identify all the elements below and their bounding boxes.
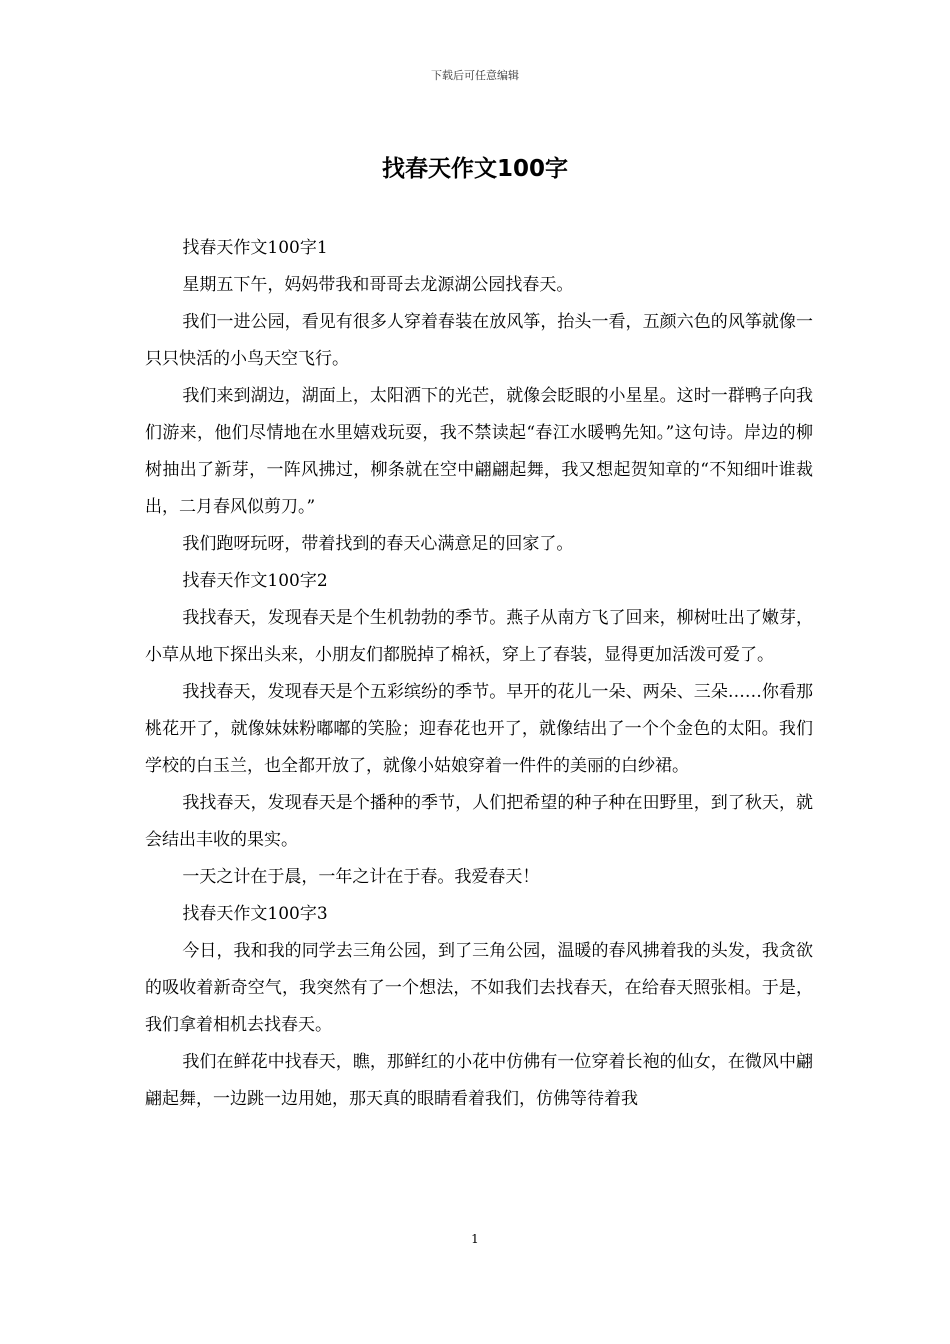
paragraph: 我找春天，发现春天是个播种的季节，人们把希望的种子种在田野里，到了秋天，就会结出丰收的果实。 xyxy=(145,793,813,850)
paragraph: 我们在鲜花中找春天，瞧，那鲜红的小花中仿佛有一位穿着长袍的仙女，在微风中翩翩起舞，一边跳一边用她，那天真的眼睛看着我们，仿佛等待着我 xyxy=(145,1052,813,1109)
header-note: 下载后可任意编辑 xyxy=(431,69,519,82)
paragraph: 我们来到湖边，湖面上，太阳洒下的光芒，就像会眨眼的小星星。这时一群鸭子向我们游来，他们尽情地在水里嬉戏玩耍，我不禁读起“春江水暖鸭先知。”这句诗。岸边的柳树抽出了新芽，一阵风拂过，柳条就在空中翩翩起舞，我又想起贺知章的“不知细叶谁裁出，二月春风似剪刀。” xyxy=(145,386,813,517)
document-title: 找春天作文100字 xyxy=(381,156,568,182)
document-body xyxy=(145,230,813,1118)
paragraph: 一天之计在于晨，一年之计在于春。我爱春天！ xyxy=(182,867,540,887)
paragraph: 找春天作文100字2 xyxy=(182,571,328,591)
paragraph: 找春天作文100字3 xyxy=(182,904,328,924)
paragraph: 我找春天，发现春天是个五彩缤纷的季节。早开的花儿一朵、两朵、三朵……你看那桃花开了，就像妹妹粉嘟嘟的笑脸；迎春花也开了，就像结出了一个个金色的太阳。我们学校的白玉兰，也全都开放了，就像小姑娘穿着一件件的美丽的白纱裙。 xyxy=(145,682,813,776)
paragraph: 我们一进公园，看见有很多人穿着春装在放风筝，抬头一看，五颜六色的风筝就像一只只快活的小鸟天空飞行。 xyxy=(145,312,813,369)
paragraph: 找春天作文100字1 xyxy=(182,238,328,258)
paragraph: 我们跑呀玩呀，带着找到的春天心满意足的回家了。 xyxy=(182,534,574,554)
paragraph: 星期五下午，妈妈带我和哥哥去龙源湖公园找春天。 xyxy=(182,275,574,295)
paragraph: 今日，我和我的同学去三角公园，到了三角公园，温暖的春风拂着我的头发，我贪欲的吸收着新奇空气，我突然有了一个想法，不如我们去找春天，在给春天照张相。于是，我们拿着相机去找春天。 xyxy=(145,941,813,1035)
paragraph: 我找春天，发现春天是个生机勃勃的季节。燕子从南方飞了回来，柳树吐出了嫩芽，小草从地下探出头来，小朋友们都脱掉了棉袄，穿上了春装，显得更加活泼可爱了。 xyxy=(145,608,813,665)
page-number: 1 xyxy=(471,1232,479,1246)
